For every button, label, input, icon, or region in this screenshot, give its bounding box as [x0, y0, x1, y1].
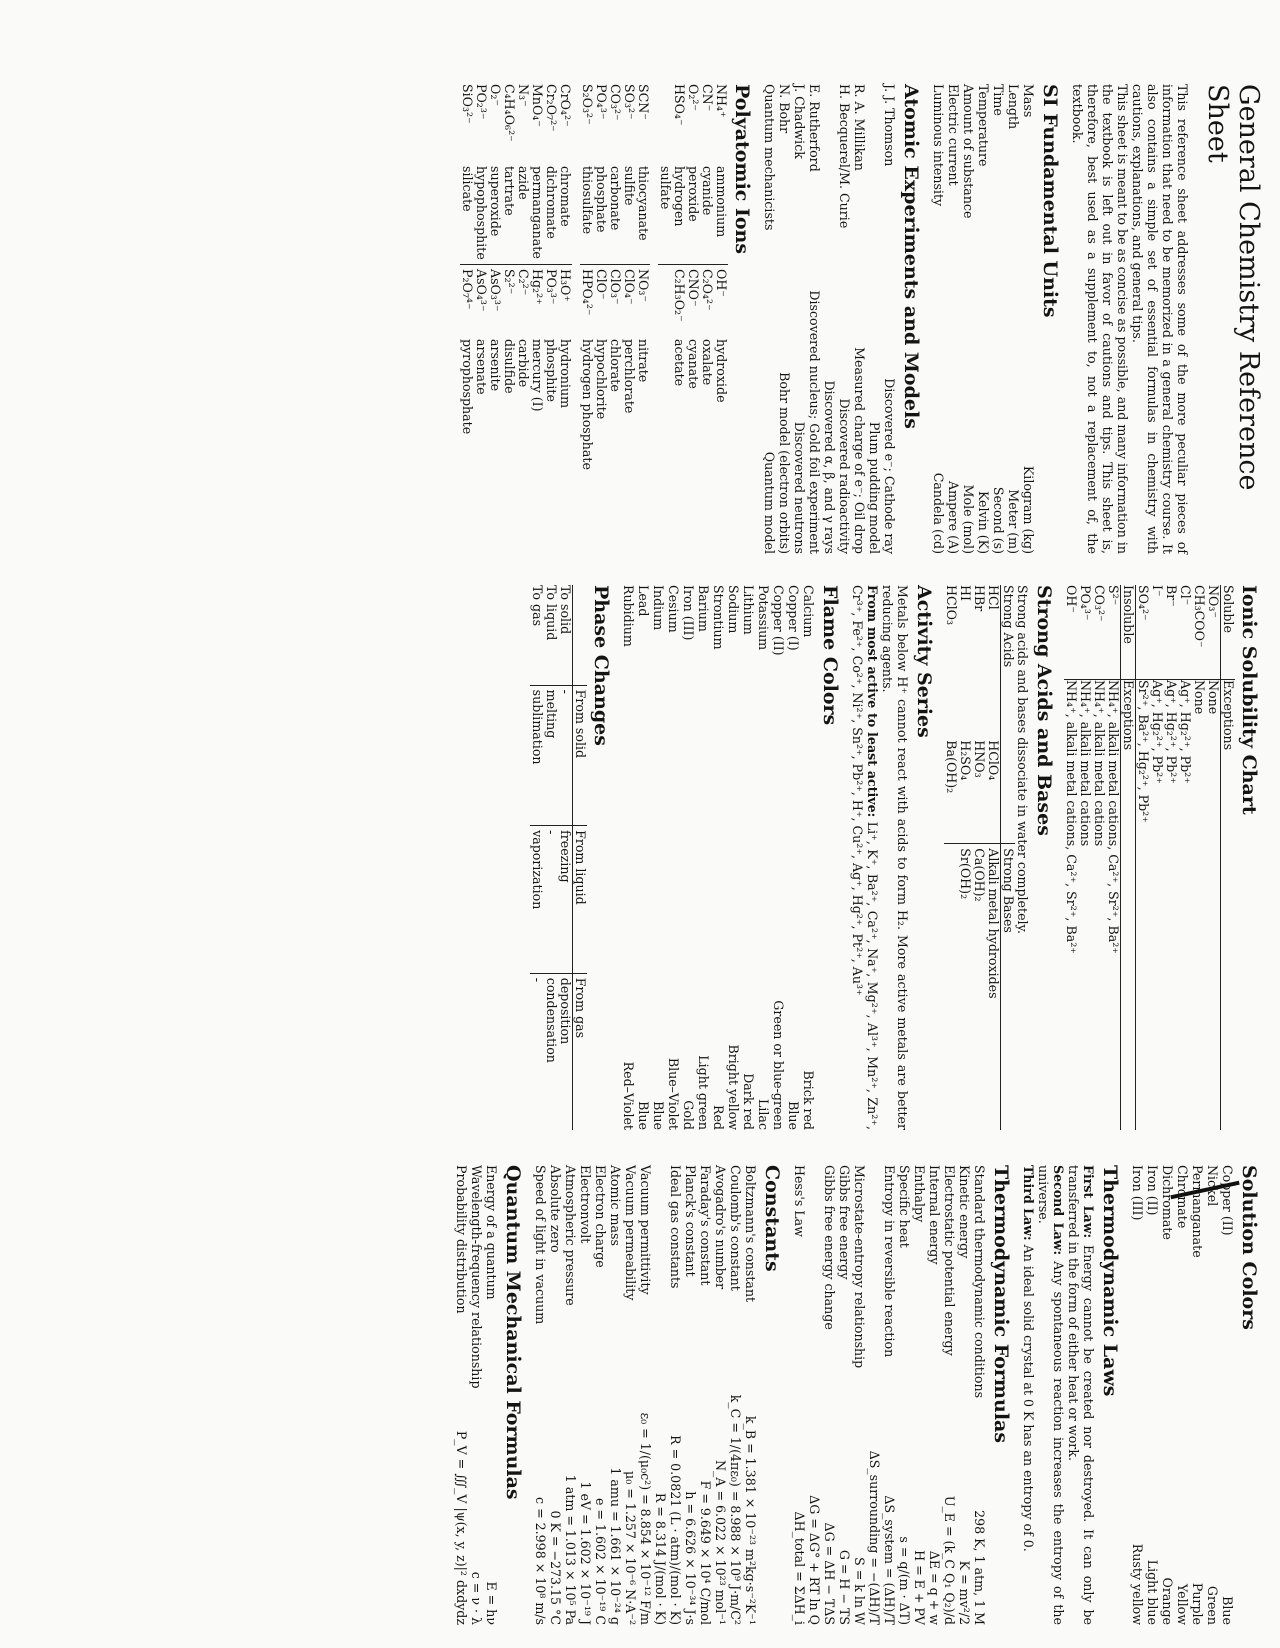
activity-text: Metals below H⁺ cannot react with acids to form H₂. More active metals are better reducing agents.	[880, 585, 910, 1130]
phase-heading: Phase Changes	[590, 585, 612, 746]
acids-table	[944, 585, 1015, 1130]
solubility-row: Br⁻ Ag⁺, Hg₂²⁺, Pb²⁺	[1164, 585, 1179, 784]
solution-row: Iron (III) Rusty yellow	[1130, 1165, 1145, 1625]
column-right	[454, 1165, 1264, 1625]
si-row: Mass Kilogram (kg)	[1021, 84, 1036, 554]
si-table	[931, 84, 1036, 554]
flame-row: Potassium Lilac	[756, 585, 771, 1130]
phase-header: From solid From liquid From gas	[573, 585, 588, 1130]
experiment-row: J. J. Thomson Discovered e⁻; Cathode ray	[882, 84, 897, 554]
solution-row: Copper (II) Blue	[1220, 1165, 1235, 1625]
formula-row: ΔG = ΔG° + RT ln Q	[807, 1495, 822, 1625]
solubility-row: Cl⁻ Ag⁺, Hg₂²⁺, Pb²⁺	[1178, 585, 1193, 784]
law-second: Second Law: Any spontaneous reaction increases the entropy of the universe.	[1036, 1165, 1066, 1625]
acids-row: HI H₂SO₄ Sr(OH)₂	[958, 585, 972, 1130]
quantum-row: Wavelength-frequency relationship c = ν · λ	[469, 1165, 484, 1625]
acids-row: HBr HNO₃ Ca(OH)₂	[972, 585, 986, 1130]
si-heading: SI Fundamental Units	[1039, 84, 1061, 318]
si-row: Temperature Kelvin (K)	[976, 84, 991, 554]
experiments-heading: Atomic Experiments and Models	[900, 84, 922, 429]
experiment-row: Plum pudding model	[867, 421, 882, 554]
constant-row: Electron charge e = 1.602 × 10⁻¹⁹ C	[593, 1165, 608, 1625]
constant-row: Faraday's constant F = 9.649 × 10⁴ C/mol	[698, 1165, 713, 1625]
constant-row: Atomic mass 1 amu = 1.661 × 10⁻²⁴ g	[608, 1165, 623, 1625]
flame-row: Sodium Bright yellow	[726, 585, 741, 1130]
solubility-row: NO₃⁻ None	[1206, 585, 1221, 715]
experiment-row: Discovered α, β, and γ rays	[822, 380, 837, 554]
insolubility-row: PO₄³⁻ NH₄⁺, alkali metal cations	[1078, 585, 1093, 847]
constant-row: Ideal gas constants R = 0.0821 (L · atm)/(mol · K)	[668, 1165, 683, 1625]
ion-row: PO₄³⁻ phosphate ClO⁻ hypochlorite	[594, 84, 609, 420]
formula-row: Standard thermodynamic conditions 298 K, 1 atm, 1 M	[972, 1165, 987, 1625]
formulas-heading: Thermodynamic Formulas	[990, 1165, 1012, 1444]
flame-row: Copper (I) Blue	[786, 585, 801, 1130]
ion-row: CN⁻ cyanide C₂O₄²⁻ oxalate	[700, 84, 715, 386]
ion-row: Cr₂O₇²⁻ dichromate PO₃³⁻ phosphite	[544, 84, 559, 402]
formula-row: Gibbs free energy G = H − TS	[837, 1165, 852, 1625]
ion-row: SCN⁻ thiocyanate NO₃⁻ nitrate	[636, 84, 651, 383]
flame-row: Strontium Red	[711, 585, 726, 1130]
phase-row: To gas sublimation vaporization -	[530, 585, 544, 1130]
ion-row: SO₃²⁻ sulfite ClO₄⁻ perchlorate	[622, 84, 637, 414]
flame-row: Lithium Dark red	[741, 585, 756, 1130]
flame-row: Rubidium Red–Violet	[621, 585, 636, 1130]
solution-row: Dichromate Orange	[1160, 1165, 1175, 1625]
acids-heading: Strong Acids and Bases	[1033, 585, 1055, 836]
solution-row: Nickel Green	[1205, 1165, 1220, 1625]
constant-row: R = 8.314 J/(mol · K)	[653, 1492, 668, 1625]
flame-row: Indium Blue	[651, 585, 666, 1130]
constant-row: Vacuum permeability μ₀ = 1.257 × 10⁻⁶ N·A⁻²	[623, 1165, 638, 1625]
experiments-table	[762, 84, 897, 554]
ions-heading: Polyatomic Ions	[731, 84, 753, 255]
page-title: General Chemistry Reference Sheet	[1202, 84, 1264, 491]
constant-row: Boltzmann's constant k_B = 1.381 × 10⁻²³ m²kg·s⁻²K⁻¹	[743, 1165, 758, 1625]
solution-table	[1130, 1165, 1235, 1625]
formula-row: Gibbs free energy change ΔG = ΔH − TΔS	[822, 1165, 837, 1625]
experiment-row: J. Chadwick Discovered neutrons	[792, 84, 807, 554]
si-row: Time Second (s)	[991, 84, 1006, 554]
acids-header: Strong Acids Strong Bases	[1001, 585, 1016, 1130]
constant-row: Coulomb's constant k_C = 1/(4πε₀) = 8.988 × 10⁹ J·m/C²	[728, 1165, 743, 1625]
ion-row: CrO₄²⁻ chromate H₃O⁺ hydronium	[558, 84, 573, 409]
flame-row: Iron (III) Gold	[681, 585, 696, 1130]
activity-heading: Activity Series	[913, 585, 935, 738]
quantum-table	[454, 1165, 499, 1625]
flame-heading: Flame Colors	[819, 585, 841, 726]
acids-row: HCl HClO₄ Alkali metal hydroxides	[986, 585, 1001, 1130]
si-row: Length Meter (m)	[1006, 84, 1021, 554]
ion-row: NH₄⁺ ammonium OH⁻ hydroxide	[714, 84, 729, 403]
formula-row: Enthalpy H = E + PV	[912, 1165, 927, 1625]
si-row: Electric current Ampere (A)	[946, 84, 961, 554]
flame-row: Lead Blue	[636, 585, 651, 1130]
constant-row: Speed of light in vacuum c = 2.998 × 10⁸ m/s	[533, 1165, 548, 1625]
ions-table	[460, 84, 728, 554]
solubility-table	[1064, 585, 1235, 1130]
flame-row: Barium Light green	[696, 585, 711, 1130]
constant-row: Avogadro's number N_A = 6.022 × 10²³ mol⁻¹	[713, 1165, 728, 1625]
ion-row: CO₃²⁻ carbonate ClO₃⁻ chlorate	[608, 84, 623, 392]
experiment-row: H. Becquerel/M. Curie Discovered radioactivity	[837, 84, 852, 554]
formula-row: Hess's Law ΔH_total = ΣΔH_i	[792, 1165, 807, 1625]
constant-row: Planck's constant h = 6.626 × 10⁻³⁴ J·s	[683, 1165, 698, 1625]
flame-row: Calcium Brick red	[801, 585, 816, 1130]
formula-row: Internal energy ΔE = q + w	[927, 1165, 942, 1625]
acids-note: Strong acids and bases dissociate in water completely.	[1015, 585, 1030, 934]
ion-row: HSO₄⁻ hydrogen sulfate C₂H₃O₂⁻ acetate	[658, 84, 687, 387]
solubility-row: SO₄²⁻ Sr²⁺, Ba²⁺, Hg₂²⁺, Pb²⁺	[1136, 585, 1151, 823]
laws-heading: Thermodynamic Laws	[1099, 1165, 1121, 1397]
formula-row: ΔS_surrounding = −(ΔH)/T	[867, 1450, 882, 1625]
formula-row: Electrostatic potential energy U_E = (k_C Q₁ Q₂)/d	[942, 1165, 957, 1625]
formula-row: Kinetic energy K = mv²/2	[957, 1165, 972, 1625]
solubility-row: I⁻ Ag⁺, Hg₂²⁺, Pb²⁺	[1150, 585, 1165, 784]
phase-table	[530, 585, 587, 1130]
law-first: First Law: Energy cannot be created nor destroyed. It can only be transferred in the form of either heat or work.	[1066, 1165, 1096, 1625]
insolubility-header: Insoluble Exceptions	[1121, 585, 1136, 1130]
quantum-heading: Quantum Mechanical Formulas	[502, 1165, 524, 1500]
ion-row: S₂O₃²⁻ thiosulfate HPO₄²⁻ hydrogen phosphate	[580, 84, 595, 470]
quantum-row: Probability distribution P_V = ∭_V |ψ(x, y, z)|² dxdydz	[454, 1165, 469, 1625]
acids-row: HClO₃ Ba(OH)₂	[944, 585, 958, 1130]
constant-row: Electronvolt 1 eV = 1.602 × 10⁻¹⁹ J	[578, 1165, 593, 1625]
quantum-row: Energy of a quantum E = hν	[484, 1165, 499, 1625]
solution-row: Chromate Yellow	[1175, 1165, 1190, 1625]
experiment-row: R. A. Millikan Measured charge of e⁻; Oil drop	[852, 84, 867, 554]
constant-row: Vacuum permittivity ε₀ = 1/(μ₀c²) = 8.854 × 10⁻¹² F/m	[638, 1165, 653, 1625]
ion-row: MnO₄⁻ permanganate Hg₂²⁺ mercury (I)	[530, 84, 545, 412]
experiment-row: Quantum mechanicists Quantum model	[762, 84, 777, 554]
formula-row: Microstate-entropy relationship S = k ln W	[852, 1165, 867, 1625]
flame-row: Copper (II) Green or blue-green	[771, 585, 786, 1130]
ion-row: SiO₃²⁻ silicate P₂O₇⁴⁻ pyrophosphate	[460, 84, 475, 435]
ion-row: C₄H₄O₆²⁻ tartrate S₂²⁻ disulfide	[502, 84, 517, 394]
insolubility-row: S²⁻ NH₄⁺, alkali metal cations, Ca²⁺, Sr²⁺, Ba²⁺	[1106, 585, 1121, 954]
activity-bold: From most active to least active:	[865, 585, 880, 818]
flame-row: Cesium Blue–Violet	[666, 585, 681, 1130]
solution-row: Iron (II) Light blue	[1145, 1165, 1160, 1625]
constant-row: Absolute zero 0 K = −273.15 °C	[548, 1165, 563, 1625]
solution-row: Permanganate Purple	[1190, 1165, 1205, 1625]
law-third: Third Law: An ideal solid crystal at 0 K has an entropy of 0.	[1021, 1165, 1036, 1552]
insolubility-row: OH⁻ NH₄⁺, alkali metal cations, Ca²⁺, Sr²⁺, Ba²⁺	[1064, 585, 1079, 954]
solubility-heading: Ionic Solubility Chart	[1238, 585, 1260, 815]
ion-row: O₂²⁻ peroxide CNO⁻ cyanate	[686, 84, 701, 389]
ion-row: O₂⁻ superoxide AsO₃³⁻ arsenite	[488, 84, 503, 392]
phase-row: To liquid melting - condensation	[544, 585, 558, 1130]
constant-row: Atmospheric pressure 1 atm = 1.013 × 10⁵ Pa	[563, 1165, 578, 1625]
activity-series: Li⁺, K⁺, Ba²⁺, Ca²⁺, Na⁺, Mg²⁺, Al³⁺, Mn²⁺, Zn²⁺, Cr³⁺, Fe²⁺, Co²⁺, Ni²⁺, Sn²⁺, Pb²⁺, H⁺, Cu²⁺, Ag⁺, Hg²⁺, Pt²⁺, Au³⁺	[850, 585, 880, 1130]
formula-row: Entropy in reversible reaction ΔS_system = (ΔH)/T	[882, 1165, 897, 1625]
solubility-header: Soluble Exceptions	[1221, 585, 1236, 1130]
flame-table	[621, 585, 816, 1130]
si-row: Luminous intensity Candela (cd)	[931, 84, 946, 554]
ion-row: PO₂³⁻ hypophosphite AsO₄³⁻ arsenate	[474, 84, 489, 395]
si-row: Amount of substance Mole (mol)	[961, 84, 976, 554]
constants-heading: Constants	[761, 1165, 783, 1272]
insolubility-row: CO₃²⁻ NH₄⁺, alkali metal cations	[1092, 585, 1107, 847]
ion-row: N₃⁻ azide C₂²⁻ carbide	[516, 84, 531, 388]
phase-row: To solid - freezing deposition	[558, 585, 573, 1130]
intro-paragraph-2: This sheet is meant to be as concise as possible, and many information in the textbook is left out in favor of cautions and tips. This sheet is, therefore, best used as a supplement to, not a replacement of, the textbook.	[1070, 84, 1130, 554]
constants-table	[533, 1165, 758, 1625]
intro-paragraph-1: This reference sheet addresses some of the more peculiar pieces of information that need to be memorized in a general chemistry course. It also contains a simple set of essential formulas in chemistry with cautions, explanations, and general tips.	[1130, 84, 1190, 554]
solution-heading: Solution Colors	[1238, 1165, 1260, 1330]
experiment-row: N. Bohr Bohr model (electron orbits)	[777, 84, 792, 554]
formula-row: Specific heat s = q/(m · ΔT)	[897, 1165, 912, 1625]
experiment-row: E. Rutherford Discovered nucleus; Gold foil experiment	[807, 84, 822, 554]
solubility-row: CH₃COO⁻ None	[1192, 585, 1207, 715]
column-left	[460, 84, 1264, 554]
column-middle	[530, 585, 1264, 1130]
formulas-table	[792, 1165, 987, 1625]
